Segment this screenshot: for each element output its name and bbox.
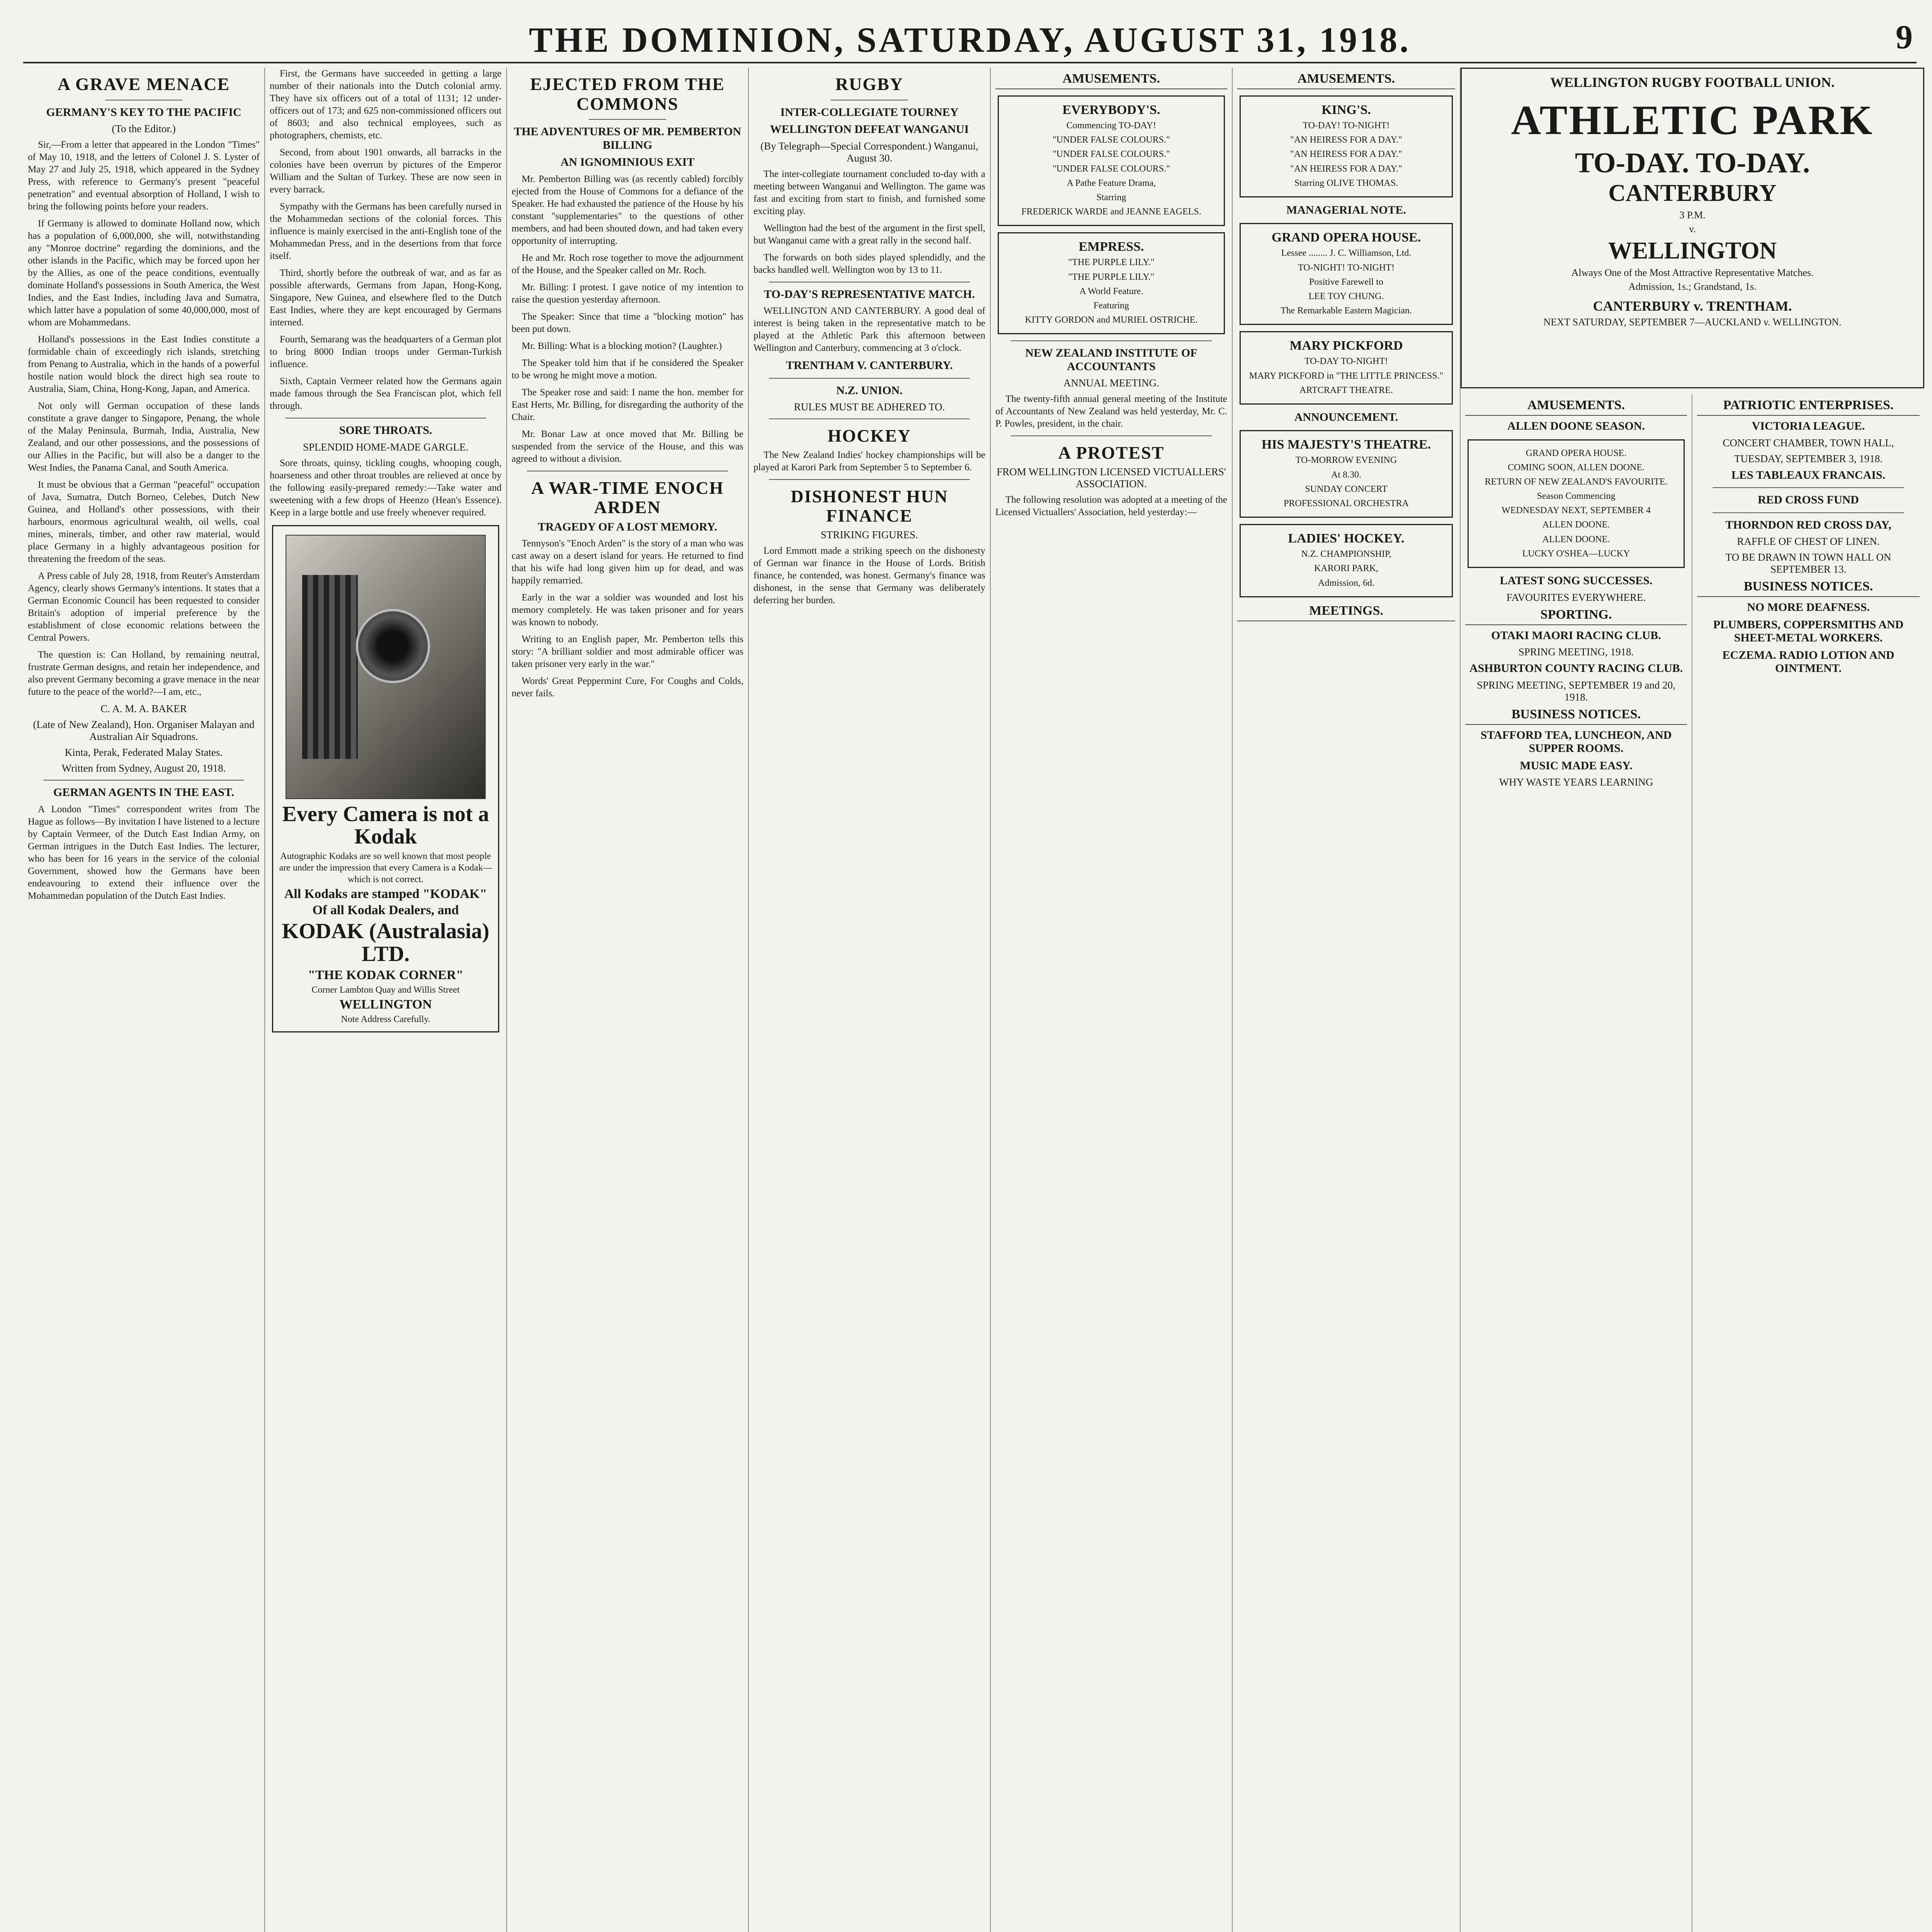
subhead-victuallers: FROM WELLINGTON LICENSED VICTUALLERS' ASSOCIATION.: [997, 466, 1226, 490]
headline-ashburton: ASHBURTON COUNTY RACING CLUB.: [1469, 662, 1683, 675]
article-paragraph: WELLINGTON AND CANTERBURY. A good deal of interest is being taken in the representative match to be played at the Athletic Park this afternoon between Wellington and Canterbury, commencing at 3 o'clock.: [753, 306, 985, 354]
football-trentham: CANTERBURY v. TRENTHAM.: [1593, 298, 1792, 314]
divider: [769, 418, 970, 419]
article-paragraph: Mr. Bonar Law at once moved that Mr. Billing be suspended from the service of the House, and this was agreed to without a division.: [512, 429, 743, 464]
column-5: [991, 68, 1233, 1932]
kodak-address: Corner Lambton Quay and Willis Street: [311, 985, 460, 995]
peppermint-ad: Words' Great Peppermint Cure, For Coughs and Colds, never fails.: [512, 676, 743, 699]
subhead-favourites: FAVOURITES EVERYWHERE.: [1506, 591, 1646, 603]
article-paragraph: The Speaker: Since that time a "blocking motion" has been put down.: [512, 311, 743, 334]
grand-opera-advertisement: [1240, 223, 1453, 325]
ad-line: SUNDAY CONCERT: [1305, 484, 1388, 494]
article-paragraph: Sympathy with the Germans has been carefully nursed in the Mohammedan sections of the colonial forces. This influence is mainly exercised in the anti-English tone of the Mohammedan Press, and in the desertions from that force itself.: [270, 201, 502, 261]
ad-line: ALLEN DOONE.: [1542, 534, 1610, 544]
headline-trentham: TRENTHAM V. CANTERBURY.: [786, 359, 953, 372]
versus: v.: [1689, 223, 1696, 235]
football-always: Always One of the Most Attractive Representative Matches.: [1571, 267, 1814, 278]
doone-advertisement: [1468, 439, 1685, 568]
ad-line: Starring: [1096, 192, 1126, 202]
article-paragraph: Wellington had the best of the argument in the first spell, but Wanganui came with a great rally in the second half.: [753, 223, 985, 246]
headline-nz-union: N.Z. UNION.: [836, 384, 903, 397]
headline-accountants: NEW ZEALAND INSTITUTE OF ACCOUNTANTS: [1025, 347, 1197, 373]
headline-thorndon: THORNDON RED CROSS DAY,: [1725, 518, 1891, 531]
subhead-lost-memory: TRAGEDY OF A LOST MEMORY.: [537, 520, 718, 533]
kodak-camera-illustration: [286, 535, 486, 799]
kodak-slogan: Every Camera is not a Kodak: [282, 802, 489, 849]
subhead-rules: RULES MUST BE ADHERED TO.: [794, 401, 945, 413]
article-paragraph: Sir,—From a letter that appeared in the London "Times" of May 10, 1918, and the letters of Colonel J. S. Lyster of May 27 and July 25, 1918, which appeared in the Sydney Press, with reference to Germany's present "peaceful penetration" and eventual absorption of Holland, I wish to bring the following points before your readers.: [28, 139, 260, 212]
everybodys-advertisement: [998, 95, 1225, 226]
newspaper-title: THE DOMINION, SATURDAY, AUGUST 31, 1918.: [529, 20, 1411, 60]
headline-doone-season: ALLEN DOONE SEASON.: [1507, 420, 1645, 432]
headline-protest: A PROTEST: [1058, 443, 1165, 463]
everybodys-title: EVERYBODY'S.: [1062, 103, 1160, 117]
ad-line: The Remarkable Eastern Magician.: [1281, 306, 1412, 316]
divider: [1713, 487, 1904, 488]
headline-grave-menace: A GRAVE MENACE: [57, 74, 230, 94]
column-7: [1461, 394, 1692, 1932]
article-paragraph: Not only will German occupation of these lands constitute a grave danger to Singapore, Penang, the whole of the Malay Peninsula, Burmah, India, Australia, New Zealand, and our other possessions, and the possessions of our Allies in the Pacific, but will also be a danger to the West Indies, the Panama Canal, and South America.: [28, 401, 260, 473]
divider: [589, 119, 666, 120]
headline-enoch-arden: A WAR-TIME ENOCH ARDEN: [531, 478, 724, 517]
football-advertisement: [1461, 68, 1924, 388]
ad-line: "THE PURPLE LILY.": [1068, 272, 1155, 282]
football-today: TO-DAY. TO-DAY.: [1575, 147, 1810, 179]
ad-line: ALLEN DOONE.: [1542, 520, 1610, 530]
article-paragraph: The Speaker rose and said: I name the hon. member for East Herts, Mr. Billing, for disregarding the authority of the Chair.: [512, 387, 743, 422]
ad-line: ARTCRAFT THEATRE.: [1299, 385, 1393, 395]
meetings-heading: MEETINGS.: [1237, 604, 1455, 621]
match-time: 3 P.M.: [1679, 209, 1706, 221]
kodak-note: Note Address Carefully.: [341, 1014, 430, 1024]
subhead-striking-figures: STRIKING FIGURES.: [820, 529, 918, 541]
ad-line: Lessee ........ J. C. Williamson, Ltd.: [1281, 248, 1412, 259]
business-heading: BUSINESS NOTICES.: [1465, 707, 1687, 725]
football-union: WELLINGTON RUGBY FOOTBALL UNION.: [1550, 75, 1835, 90]
subhead-annual-meeting: ANNUAL MEETING.: [1063, 377, 1159, 389]
ad-line: "UNDER FALSE COLOURS.": [1053, 135, 1170, 145]
ad-line: A World Feature.: [1079, 286, 1143, 296]
ad-line: LEE TOY CHUNG.: [1308, 291, 1384, 301]
patriotic-heading: PATRIOTIC ENTERPRISES.: [1697, 398, 1920, 416]
football-next: NEXT SATURDAY, SEPTEMBER 7—AUCKLAND v. WELLINGTON.: [1543, 316, 1842, 328]
article-paragraph: He and Mr. Roch rose together to move the adjournment of the House, and the Speaker called on Mr. Roch.: [512, 252, 743, 276]
kings-advertisement: [1240, 95, 1453, 197]
headline-stafford: STAFFORD TEA, LUNCHEON, AND SUPPER ROOMS.: [1480, 728, 1672, 755]
signature-place: Kinta, Perak, Federated Malay States.: [65, 747, 223, 759]
article-paragraph: The following resolution was adopted at a meeting of the Licensed Victuallers' Association, held yesterday:—: [995, 494, 1227, 517]
headline-rugby: RUGBY: [835, 74, 904, 94]
headline-songs: LATEST SONG SUCCESSES.: [1500, 574, 1653, 587]
article-paragraph: Mr. Billing: I protest. I gave notice of my intention to raise the question yesterday afternoon.: [512, 282, 743, 305]
article-paragraph: Second, from about 1901 onwards, all barracks in the colonies have been overrun by pictures of the Emperor William and the Sultan of Turkey. These are now seen in every barrack.: [270, 147, 502, 195]
empress-advertisement: [998, 232, 1225, 334]
kodak-company: KODAK (Australasia) LTD.: [282, 919, 490, 966]
headline-red-cross: RED CROSS FUND: [1758, 493, 1859, 507]
masthead: [23, 15, 1917, 63]
ad-line: COMING SOON, ALLEN DOONE.: [1508, 462, 1645, 473]
ad-line: TO-MORROW EVENING: [1295, 455, 1397, 466]
article-paragraph: The question is: Can Holland, by remaining neutral, frustrate German designs, and retain her independence, and also prevent Germany becoming a grave menace in the near future to the peace of the world?—I am, etc.,: [28, 650, 260, 697]
ad-line: Admission, 6d.: [1318, 578, 1374, 588]
headline-eczema: ECZEMA. RADIO LOTION AND OINTMENT.: [1722, 648, 1895, 675]
subhead-wellington-defeat: WELLINGTON DEFEAT WANGANUI: [770, 123, 969, 136]
sporting-heading: SPORTING.: [1465, 607, 1687, 625]
ad-line: Positive Farewell to: [1309, 277, 1383, 287]
grand-opera-title: GRAND OPERA HOUSE.: [1271, 230, 1421, 245]
majesty-title: HIS MAJESTY'S THEATRE.: [1261, 437, 1431, 452]
signature: C. A. M. A. BAKER: [100, 703, 187, 715]
column-4: [749, 68, 991, 1932]
article-paragraph: It must be obvious that a German "peaceful" occupation of Java, Sumatra, Dutch Borneo, Celebes, Dutch New Guinea, and Holland's other possessions, with their harbours, enormous agricultural wealth, oil wells, coal mines, minerals, timber, and other raw material, would place Germany in a highly advantageous position for threatening the freedom of the seas.: [28, 480, 260, 565]
divider: [769, 479, 970, 480]
ad-line: Featuring: [1094, 300, 1129, 311]
kodak-dealers: Of all Kodak Dealers, and: [312, 903, 459, 918]
business-heading: BUSINESS NOTICES.: [1697, 579, 1920, 597]
headline-representative-match: TO-DAY'S REPRESENTATIVE MATCH.: [764, 287, 975, 301]
headline-hockey: HOCKEY: [827, 426, 912, 446]
ad-line: FREDERICK WARDE and JEANNE EAGELS.: [1021, 207, 1201, 217]
pickford-advertisement: [1240, 331, 1453, 405]
subhead-tourney: INTER-COLLEGIATE TOURNEY: [780, 105, 959, 119]
headline-ejected: EJECTED FROM THE COMMONS: [530, 74, 725, 114]
signature-note: (Late of New Zealand), Hon. Organiser Malayan and Australian Air Squadrons.: [33, 719, 255, 743]
article-paragraph: Sixth, Captain Vermeer related how the Germans again made famous through the Sea Franciscan plot, which fell through.: [270, 376, 502, 411]
ad-line: A Pathe Feature Drama,: [1066, 178, 1156, 188]
article-paragraph: Tennyson's "Enoch Arden" is the story of a man who was cast away on a desert island for years. He returned to find that his wife had long given him up for dead, and was happily remarried.: [512, 538, 743, 586]
ad-line: "AN HEIRESS FOR A DAY.": [1290, 163, 1402, 174]
amusements-heading: AMUSEMENTS.: [995, 71, 1227, 89]
editor-line: (To the Editor.): [112, 123, 176, 135]
article-paragraph: A Press cable of July 28, 1918, from Reuter's Amsterdam Agency, clearly shows Germany's intentions. It states that a German Economic Council has been requested to consider Britain's adoption of imperial preference by the establishment of close economic relations between the Central Powers.: [28, 571, 260, 643]
article-paragraph: If Germany is allowed to dominate Holland now, which has a population of 6,000,000, she will, notwithstanding any "Monroe doctrine" regarding the dominions, and the other islands in the Pacific, which may be forced upon her by the Allies, as one of the peace conditions, eventually dominate Holland's possessions in South America, the West Indies, and the East Indies, including Java and Sumatra, which latter have a population of some 40,000,000, most of whom are Mohammedans.: [28, 218, 260, 328]
kodak-city: WELLINGTON: [339, 997, 432, 1012]
article-paragraph: Sore throats, quinsy, tickling coughs, whooping cough, hoarseness and other throat troubles are relieved at once by the following easily-prepared remedy:—Take water and sweetening with a few drops of Heenzo (Hean's Essence). Keep in a large bottle and use freely whenever required.: [270, 457, 502, 518]
ad-line: Season Commencing: [1537, 491, 1616, 502]
ad-line: WEDNESDAY NEXT, SEPTEMBER 4: [1502, 505, 1651, 516]
headline-plumbers: PLUMBERS, COPPERSMITHS AND SHEET-METAL WORKERS.: [1713, 618, 1904, 645]
column-6: [1233, 68, 1461, 1932]
team-canterbury: CANTERBURY: [1608, 180, 1777, 206]
column-8: [1692, 394, 1924, 1932]
ad-line: "AN HEIRESS FOR A DAY.": [1290, 135, 1402, 145]
athletic-park: ATHLETIC PARK: [1511, 97, 1874, 143]
subhead-germany-key: GERMANY'S KEY TO THE PACIFIC: [46, 105, 242, 119]
article-paragraph: Lord Emmott made a striking speech on the dishonesty of German war finance in the House of Lords. British finance, he contended, was honest. Germany's finance was dishonest, in the sense that Germany was deliberately deferring her burden.: [753, 546, 985, 606]
ad-line: LUCKY O'SHEA—LUCKY: [1522, 548, 1630, 559]
subhead-exit: AN IGNOMINIOUS EXIT: [560, 156, 695, 169]
kings-title: KING'S.: [1321, 103, 1371, 117]
article-paragraph: The Speaker told him that if he considered the Speaker to be wrong he might move a motion.: [512, 357, 743, 381]
article-paragraph: Mr. Pemberton Billing was (as recently cabled) forcibly ejected from the House of Commons for a defiance of the Speaker. He had exhausted the patience of the House by his constant "supplementaries" to the questions of other members, and had been shouted down, and had taken every opportunity of interrupting.: [512, 173, 743, 246]
football-admission: Admission, 1s.; Grandstand, 1s.: [1628, 281, 1757, 292]
team-wellington: WELLINGTON: [1608, 238, 1777, 264]
headline-announcement: ANNOUNCEMENT.: [1294, 410, 1398, 423]
subhead-years: WHY WASTE YEARS LEARNING: [1499, 776, 1653, 788]
divider: [1011, 340, 1212, 341]
headline-sore-throats: SORE THROATS.: [339, 424, 432, 437]
byline: (By Telegraph—Special Correspondent.) Wanganui, August 30.: [760, 140, 979, 164]
article-paragraph: A London "Times" correspondent writes from The Hague as follows—By invitation I have listened to a lecture by Captain Vermeer, of the Dutch East Indian Army, on German intrigues in the Dutch East Indies. The lecturer, who has been for 16 years in the service of the colonial Government, showed how the Germans have been endeavouring to extend their influence over the Mohammedan population of the Dutch East Indies.: [28, 804, 260, 901]
article-paragraph: Third, shortly before the outbreak of war, and as far as possible afterwards, Germans from Japan, Hong-Kong, Singapore, New Guinea, and elsewhere fled to the Dutch East Indies, where they are kept encouraged by Germans interned.: [270, 268, 502, 328]
subhead-drawn: TO BE DRAWN IN TOWN HALL ON SEPTEMBER 13.: [1725, 551, 1891, 575]
ad-line: PROFESSIONAL ORCHESTRA: [1284, 498, 1409, 509]
ad-line: KITTY GORDON and MURIEL OSTRICHE.: [1025, 315, 1198, 325]
article-paragraph: The inter-collegiate tournament concluded to-day with a meeting between Wanganui and Wellington. The game was fast and exciting from start to finish, and furnished some exciting play.: [753, 168, 985, 216]
hockey-advertisement: [1240, 524, 1453, 597]
ad-line: "THE PURPLE LILY.": [1068, 257, 1155, 268]
page-number: 9: [1896, 19, 1913, 56]
article-paragraph: Fourth, Semarang was the headquarters of a German plot to bring 8000 Indian troops under German-Turkish influence.: [270, 334, 502, 369]
empress-title: EMPRESS.: [1078, 240, 1144, 254]
article-paragraph: Early in the war a soldier was wounded and lost his memory completely. He was taken prisoner and for years was known to nobody.: [512, 592, 743, 628]
ad-line: TO-DAY TO-NIGHT!: [1304, 356, 1388, 367]
ad-line: TO-DAY! TO-NIGHT!: [1303, 121, 1390, 131]
article-paragraph: First, the Germans have succeeded in getting a large number of their nationals into the Dutch colonial army. They have six officers out of a total of 1131; 12 under-officers out of 173; and 625 non-commissioned officers out of 8603; and also technical employees, such as photographers, chemists, etc.: [270, 68, 502, 141]
amusements-heading: AMUSEMENTS.: [1237, 71, 1455, 89]
ad-line: KARORI PARK,: [1314, 563, 1378, 574]
headline-music: MUSIC MADE EASY.: [1520, 759, 1633, 772]
ad-line: MARY PICKFORD in "THE LITTLE PRINCESS.": [1249, 371, 1444, 381]
column-2: [265, 68, 507, 1932]
concert-venue: CONCERT CHAMBER, TOWN HALL,: [1723, 437, 1894, 449]
headline-hun-finance: DISHONEST HUN FINANCE: [791, 486, 948, 526]
headline-german-agents: GERMAN AGENTS IN THE EAST.: [53, 786, 235, 799]
kodak-stamped: All Kodaks are stamped "KODAK": [284, 887, 487, 901]
divider: [43, 780, 244, 781]
subhead-raffle: RAFFLE OF CHEST OF LINEN.: [1737, 536, 1880, 548]
camera-bellows-icon: [302, 575, 358, 759]
article-paragraph: Writing to an English paper, Mr. Pemberton tells this story: "A brilliant soldier and most admirable officer was taken prisoner very early in the war.": [512, 634, 743, 670]
ad-line: N.Z. CHAMPIONSHIP,: [1301, 549, 1391, 560]
pickford-title: MARY PICKFORD: [1289, 338, 1403, 353]
ad-line: Commencing TO-DAY!: [1066, 121, 1156, 131]
article-paragraph: The forwards on both sides played splendidly, and the backs handled well. Wellington won by 13 to 11.: [753, 252, 985, 275]
headline-tableaux: LES TABLEAUX FRANCAIS.: [1731, 468, 1886, 481]
ad-line: "UNDER FALSE COLOURS.": [1053, 163, 1170, 174]
kodak-blurb: Autographic Kodaks are so well known that most people are under the impression that every Camera is a Kodak—which is not correct.: [279, 851, 492, 885]
ad-line: RETURN OF NEW ZEALAND'S FAVOURITE.: [1485, 476, 1668, 487]
majesty-advertisement: [1240, 430, 1453, 518]
amusements-heading: AMUSEMENTS.: [1465, 398, 1687, 416]
ad-line: GRAND OPERA HOUSE.: [1526, 448, 1627, 458]
column-1: [23, 68, 265, 1932]
headline-victoria-league: VICTORIA LEAGUE.: [1752, 420, 1865, 432]
ad-line: Starring OLIVE THOMAS.: [1294, 178, 1398, 188]
article-paragraph: Holland's possessions in the East Indies constitute a formidable chain of exceedingly rich islands, stretching from Penang to Australia, which in the hands of a powerful hostile nation would block the direct high sea route to Australia, Siam, China, Hong-Kong, Japan, and America.: [28, 334, 260, 395]
divider: [1713, 512, 1904, 513]
kodak-corner: "THE KODAK CORNER": [308, 968, 464, 982]
hockey-title: LADIES' HOCKEY.: [1288, 531, 1405, 546]
column-3: [507, 68, 749, 1932]
kodak-advertisement: [272, 525, 499, 1032]
headline-managerial-note: MANAGERIAL NOTE.: [1286, 203, 1406, 216]
subhead-gargle: SPLENDID HOME-MADE GARGLE.: [303, 441, 469, 453]
subhead-billing: THE ADVENTURES OF MR. PEMBERTON BILLING: [514, 125, 742, 151]
article-paragraph: Mr. Billing: What is a blocking motion? (Laughter.): [522, 340, 722, 351]
article-paragraph: The twenty-fifth annual general meeting of the Institute of Accountants of New Zealand was held yesterday, Mr. C. P. Powles, president, in the chair.: [995, 394, 1227, 429]
divider: [769, 378, 970, 379]
ad-line: "UNDER FALSE COLOURS.": [1053, 149, 1170, 160]
divider: [1011, 435, 1212, 436]
article-paragraph: The New Zealand Indies' hockey championships will be played at Karori Park from September 5 to September 6.: [753, 449, 985, 473]
subhead-otaki: SPRING MEETING, 1918.: [1518, 646, 1634, 658]
dateline: Written from Sydney, August 20, 1918.: [61, 762, 226, 774]
headline-otaki: OTAKI MAORI RACING CLUB.: [1491, 629, 1661, 642]
concert-date: TUESDAY, SEPTEMBER 3, 1918.: [1734, 452, 1883, 464]
ad-line: "AN HEIRESS FOR A DAY.": [1290, 149, 1402, 160]
subhead-ashburton: SPRING MEETING, SEPTEMBER 19 and 20, 1918.: [1477, 679, 1675, 703]
ad-line: TO-NIGHT! TO-NIGHT!: [1298, 262, 1395, 273]
camera-lens-icon: [356, 609, 430, 683]
ad-line: At 8.30.: [1331, 469, 1361, 480]
headline-deafness: NO MORE DEAFNESS.: [1747, 601, 1870, 614]
